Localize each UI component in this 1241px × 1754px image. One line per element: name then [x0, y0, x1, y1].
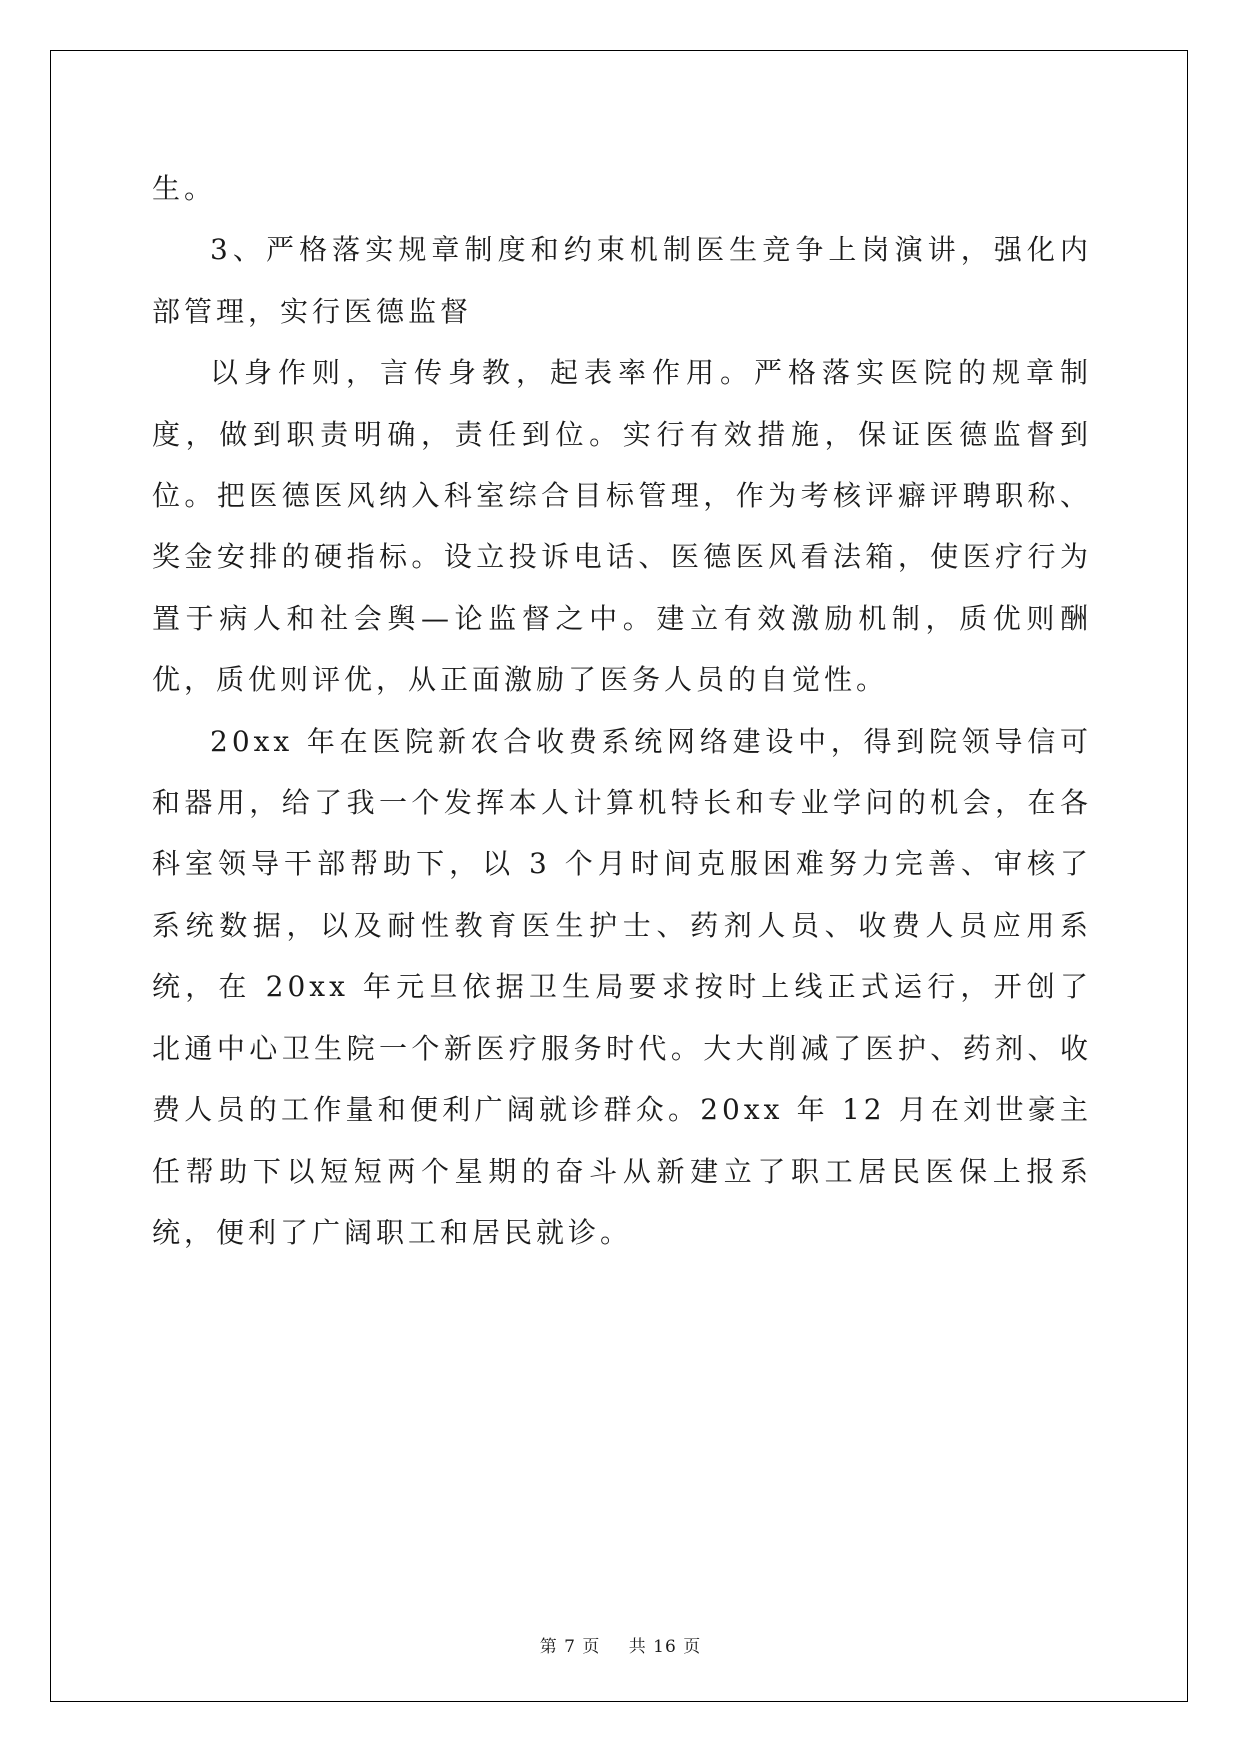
- page-number: 第 7 页: [539, 1637, 601, 1657]
- paragraph: 3、严格落实规章制度和约束机制医生竞争上岗演讲，强化内部管理，实行医德监督: [152, 233, 1092, 328]
- paragraph: 生。: [152, 172, 217, 205]
- paragraph: 20xx 年在医院新农合收费系统网络建设中，得到院领导信可和器用，给了我一个发挥本人计算机特长和专业学问的机会，在各科室领导干部帮助下，以 3 个月时间克服困难努力完善、审核了系统数据，以及耐性教育医生护士、药剂人员、收费人员应用系统，在 20xx 年元旦依据卫生局要求按时上线正式运行，开创了北通中心卫生院一个新医疗服务时代。大大削减了医护、药剂、收费人员的工作量和便利广阔就诊群众。20xx 年 12 月在刘世豪主任帮助下以短短两个星期的奋斗从新建立了职工居民医保上报系统，便利了广阔职工和居民就诊。: [152, 724, 1092, 1249]
- page-footer: [0, 1632, 1241, 1657]
- page-total: 共 16 页: [628, 1637, 702, 1657]
- paragraph: 以身作则，言传身教，起表率作用。严格落实医院的规章制度，做到职责明确，责任到位。实行有效措施，保证医德监督到位。把医德医风纳入科室综合目标管理，作为考核评癖评聘职称、奖金安排的硬指标。设立投诉电话、医德医风看法箱，使医疗行为置于病人和社会舆—论监督之中。建立有效激励机制，质优则酬优，质优则评优，从正面激励了医务人员的自觉性。: [152, 356, 1092, 697]
- document-body: [152, 158, 1092, 1263]
